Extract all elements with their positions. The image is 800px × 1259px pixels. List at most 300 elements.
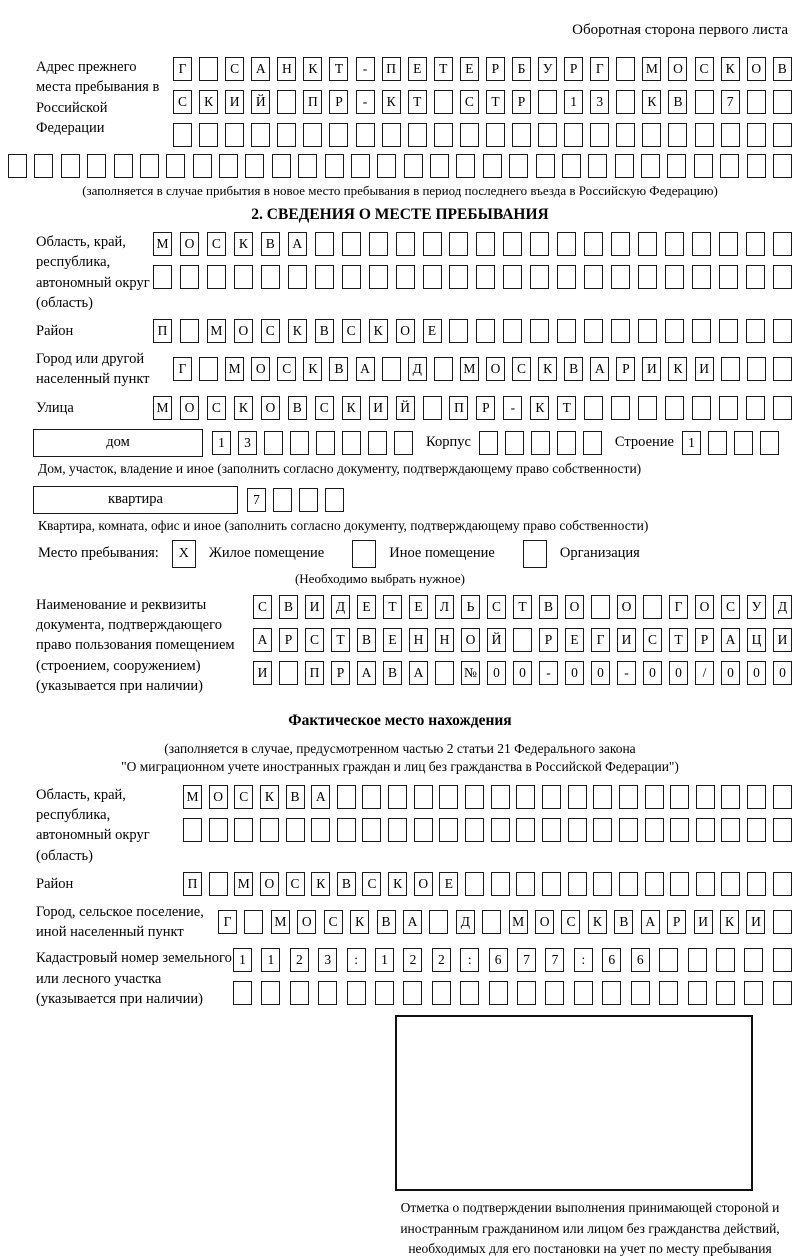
- char-box[interactable]: [746, 265, 765, 289]
- char-box[interactable]: К: [721, 57, 740, 81]
- char-box[interactable]: С: [487, 595, 506, 619]
- char-box[interactable]: [517, 981, 536, 1005]
- char-box[interactable]: [403, 981, 422, 1005]
- char-box[interactable]: 0: [487, 661, 506, 685]
- char-box[interactable]: [665, 319, 684, 343]
- char-box[interactable]: [434, 90, 453, 114]
- char-box[interactable]: [584, 232, 603, 256]
- char-box[interactable]: [396, 232, 415, 256]
- char-box[interactable]: [638, 396, 657, 420]
- char-box[interactable]: [429, 910, 448, 934]
- char-box[interactable]: [337, 785, 356, 809]
- char-box[interactable]: 7: [545, 948, 564, 972]
- char-box[interactable]: [545, 981, 564, 1005]
- char-box[interactable]: [719, 232, 738, 256]
- char-box[interactable]: [166, 154, 185, 178]
- char-box[interactable]: И: [642, 357, 661, 381]
- char-box[interactable]: 0: [669, 661, 688, 685]
- char-box[interactable]: [688, 948, 707, 972]
- char-box[interactable]: [670, 785, 689, 809]
- char-box[interactable]: [234, 265, 253, 289]
- char-box[interactable]: 1: [233, 948, 252, 972]
- char-box[interactable]: [645, 818, 664, 842]
- char-box[interactable]: [584, 319, 603, 343]
- char-box[interactable]: [489, 981, 508, 1005]
- char-box[interactable]: И: [695, 357, 714, 381]
- char-box[interactable]: В: [337, 872, 356, 896]
- char-box[interactable]: С: [315, 396, 334, 420]
- char-box[interactable]: О: [695, 595, 714, 619]
- char-box[interactable]: 2: [432, 948, 451, 972]
- char-box[interactable]: [337, 818, 356, 842]
- char-box[interactable]: Е: [408, 57, 427, 81]
- char-box[interactable]: О: [414, 872, 433, 896]
- char-box[interactable]: О: [260, 872, 279, 896]
- char-box[interactable]: [645, 785, 664, 809]
- char-box[interactable]: А: [253, 628, 272, 652]
- char-box[interactable]: В: [286, 785, 305, 809]
- char-box[interactable]: [439, 818, 458, 842]
- char-box[interactable]: [491, 785, 510, 809]
- char-box[interactable]: [773, 154, 792, 178]
- char-box[interactable]: А: [590, 357, 609, 381]
- char-box[interactable]: [773, 872, 792, 896]
- char-box[interactable]: К: [303, 57, 322, 81]
- char-box[interactable]: [311, 818, 330, 842]
- char-box[interactable]: Т: [486, 90, 505, 114]
- char-box[interactable]: [476, 319, 495, 343]
- char-box[interactable]: И: [746, 910, 765, 934]
- char-box[interactable]: Г: [591, 628, 610, 652]
- char-box[interactable]: Е: [423, 319, 442, 343]
- char-box[interactable]: [568, 785, 587, 809]
- char-box[interactable]: Ь: [461, 595, 480, 619]
- char-box[interactable]: М: [234, 872, 253, 896]
- char-box[interactable]: [251, 123, 270, 147]
- char-box[interactable]: 0: [643, 661, 662, 685]
- char-box[interactable]: -: [503, 396, 522, 420]
- char-box[interactable]: [509, 154, 528, 178]
- char-box[interactable]: М: [271, 910, 290, 934]
- char-box[interactable]: [460, 123, 479, 147]
- char-box[interactable]: /: [695, 661, 714, 685]
- char-box[interactable]: [588, 154, 607, 178]
- char-box[interactable]: У: [538, 57, 557, 81]
- char-box[interactable]: [460, 981, 479, 1005]
- char-box[interactable]: [694, 154, 713, 178]
- char-box[interactable]: [670, 818, 689, 842]
- char-box[interactable]: Г: [173, 57, 192, 81]
- char-box[interactable]: [773, 123, 792, 147]
- char-box[interactable]: [432, 981, 451, 1005]
- char-box[interactable]: [465, 785, 484, 809]
- char-box[interactable]: [642, 123, 661, 147]
- char-box[interactable]: [721, 123, 740, 147]
- char-box[interactable]: [695, 123, 714, 147]
- char-box[interactable]: [719, 319, 738, 343]
- char-box[interactable]: [34, 154, 53, 178]
- char-box[interactable]: Р: [616, 357, 635, 381]
- char-box[interactable]: [298, 154, 317, 178]
- char-box[interactable]: [329, 123, 348, 147]
- char-box[interactable]: И: [305, 595, 324, 619]
- char-box[interactable]: [747, 154, 766, 178]
- char-box[interactable]: -: [617, 661, 636, 685]
- char-box[interactable]: [61, 154, 80, 178]
- char-box[interactable]: [369, 232, 388, 256]
- char-box[interactable]: -: [356, 57, 375, 81]
- char-box[interactable]: [491, 872, 510, 896]
- char-box[interactable]: Е: [460, 57, 479, 81]
- char-box[interactable]: К: [260, 785, 279, 809]
- char-box[interactable]: [299, 488, 318, 512]
- char-box[interactable]: О: [668, 57, 687, 81]
- char-box[interactable]: [531, 431, 550, 455]
- char-box[interactable]: К: [288, 319, 307, 343]
- char-box[interactable]: [665, 396, 684, 420]
- char-box[interactable]: [199, 57, 218, 81]
- char-box[interactable]: [536, 154, 555, 178]
- char-box[interactable]: [315, 265, 334, 289]
- char-box[interactable]: [562, 154, 581, 178]
- char-box[interactable]: [286, 818, 305, 842]
- char-box[interactable]: Т: [383, 595, 402, 619]
- char-box[interactable]: [325, 154, 344, 178]
- char-box[interactable]: А: [251, 57, 270, 81]
- char-box[interactable]: [207, 265, 226, 289]
- char-box[interactable]: К: [388, 872, 407, 896]
- char-box[interactable]: [747, 90, 766, 114]
- char-box[interactable]: О: [180, 232, 199, 256]
- char-box[interactable]: [542, 818, 561, 842]
- char-box[interactable]: 0: [747, 661, 766, 685]
- char-box[interactable]: [173, 123, 192, 147]
- char-box[interactable]: Г: [218, 910, 237, 934]
- char-box[interactable]: [382, 357, 401, 381]
- char-box[interactable]: Н: [409, 628, 428, 652]
- char-box[interactable]: В: [288, 396, 307, 420]
- char-box[interactable]: К: [588, 910, 607, 934]
- char-box[interactable]: [183, 818, 202, 842]
- char-box[interactable]: М: [225, 357, 244, 381]
- char-box[interactable]: [449, 232, 468, 256]
- char-box[interactable]: Й: [396, 396, 415, 420]
- char-box[interactable]: [530, 319, 549, 343]
- char-box[interactable]: Е: [439, 872, 458, 896]
- char-box[interactable]: [388, 785, 407, 809]
- char-box[interactable]: [503, 265, 522, 289]
- char-box[interactable]: [516, 872, 535, 896]
- char-box[interactable]: [264, 431, 283, 455]
- char-box[interactable]: 1: [375, 948, 394, 972]
- char-box[interactable]: [245, 154, 264, 178]
- char-box[interactable]: [746, 232, 765, 256]
- char-box[interactable]: [665, 265, 684, 289]
- char-box[interactable]: Р: [331, 661, 350, 685]
- char-box[interactable]: [277, 90, 296, 114]
- char-box[interactable]: Т: [557, 396, 576, 420]
- char-box[interactable]: 6: [489, 948, 508, 972]
- char-box[interactable]: [721, 818, 740, 842]
- char-box[interactable]: П: [183, 872, 202, 896]
- char-box[interactable]: [356, 123, 375, 147]
- char-box[interactable]: О: [486, 357, 505, 381]
- char-box[interactable]: [773, 265, 792, 289]
- char-box[interactable]: [643, 595, 662, 619]
- char-box[interactable]: [465, 872, 484, 896]
- char-box[interactable]: 2: [403, 948, 422, 972]
- char-box[interactable]: [290, 431, 309, 455]
- char-box[interactable]: 1: [564, 90, 583, 114]
- char-box[interactable]: [696, 785, 715, 809]
- char-box[interactable]: Р: [329, 90, 348, 114]
- char-box[interactable]: С: [512, 357, 531, 381]
- char-box[interactable]: В: [329, 357, 348, 381]
- char-box[interactable]: [574, 981, 593, 1005]
- char-box[interactable]: [747, 818, 766, 842]
- char-box[interactable]: [209, 872, 228, 896]
- stay-type-checkbox-organization[interactable]: [523, 540, 547, 568]
- char-box[interactable]: [616, 123, 635, 147]
- char-box[interactable]: [773, 818, 792, 842]
- char-box[interactable]: [362, 785, 381, 809]
- char-box[interactable]: П: [449, 396, 468, 420]
- char-box[interactable]: [692, 396, 711, 420]
- char-box[interactable]: С: [460, 90, 479, 114]
- char-box[interactable]: [476, 265, 495, 289]
- char-box[interactable]: К: [303, 357, 322, 381]
- char-box[interactable]: [591, 595, 610, 619]
- char-box[interactable]: С: [721, 595, 740, 619]
- char-box[interactable]: В: [668, 90, 687, 114]
- char-box[interactable]: Р: [279, 628, 298, 652]
- char-box[interactable]: Т: [434, 57, 453, 81]
- char-box[interactable]: [513, 628, 532, 652]
- char-box[interactable]: [619, 785, 638, 809]
- char-box[interactable]: О: [251, 357, 270, 381]
- char-box[interactable]: [557, 319, 576, 343]
- char-box[interactable]: [491, 818, 510, 842]
- char-box[interactable]: 3: [590, 90, 609, 114]
- char-box[interactable]: Д: [773, 595, 792, 619]
- char-box[interactable]: С: [207, 396, 226, 420]
- char-box[interactable]: [342, 431, 361, 455]
- char-box[interactable]: С: [234, 785, 253, 809]
- char-box[interactable]: К: [350, 910, 369, 934]
- char-box[interactable]: С: [324, 910, 343, 934]
- char-box[interactable]: [721, 785, 740, 809]
- char-box[interactable]: [773, 319, 792, 343]
- char-box[interactable]: П: [382, 57, 401, 81]
- char-box[interactable]: [611, 265, 630, 289]
- char-box[interactable]: А: [641, 910, 660, 934]
- char-box[interactable]: [483, 154, 502, 178]
- char-box[interactable]: Р: [539, 628, 558, 652]
- char-box[interactable]: [667, 154, 686, 178]
- char-box[interactable]: 0: [773, 661, 792, 685]
- char-box[interactable]: [773, 910, 792, 934]
- char-box[interactable]: [557, 431, 576, 455]
- char-box[interactable]: Р: [512, 90, 531, 114]
- char-box[interactable]: У: [747, 595, 766, 619]
- char-box[interactable]: П: [303, 90, 322, 114]
- char-box[interactable]: [719, 265, 738, 289]
- char-box[interactable]: [503, 319, 522, 343]
- char-box[interactable]: [516, 785, 535, 809]
- char-box[interactable]: 3: [318, 948, 337, 972]
- char-box[interactable]: Й: [251, 90, 270, 114]
- char-box[interactable]: К: [642, 90, 661, 114]
- char-box[interactable]: [568, 872, 587, 896]
- char-box[interactable]: О: [535, 910, 554, 934]
- char-box[interactable]: 6: [631, 948, 650, 972]
- char-box[interactable]: [773, 948, 792, 972]
- char-box[interactable]: [670, 872, 689, 896]
- char-box[interactable]: [479, 431, 498, 455]
- char-box[interactable]: -: [356, 90, 375, 114]
- char-box[interactable]: О: [747, 57, 766, 81]
- char-box[interactable]: [659, 948, 678, 972]
- char-box[interactable]: [773, 90, 792, 114]
- char-box[interactable]: [180, 319, 199, 343]
- char-box[interactable]: К: [234, 396, 253, 420]
- char-box[interactable]: 7: [721, 90, 740, 114]
- char-box[interactable]: [665, 232, 684, 256]
- char-box[interactable]: [233, 981, 252, 1005]
- char-box[interactable]: [342, 232, 361, 256]
- char-box[interactable]: А: [403, 910, 422, 934]
- char-box[interactable]: [616, 90, 635, 114]
- char-box[interactable]: [773, 981, 792, 1005]
- char-box[interactable]: 0: [565, 661, 584, 685]
- char-box[interactable]: [414, 818, 433, 842]
- char-box[interactable]: В: [564, 357, 583, 381]
- char-box[interactable]: О: [297, 910, 316, 934]
- char-box[interactable]: [193, 154, 212, 178]
- char-box[interactable]: [747, 872, 766, 896]
- char-box[interactable]: [692, 319, 711, 343]
- char-box[interactable]: [303, 123, 322, 147]
- char-box[interactable]: [375, 981, 394, 1005]
- char-box[interactable]: [716, 981, 735, 1005]
- char-box[interactable]: [557, 265, 576, 289]
- char-box[interactable]: М: [207, 319, 226, 343]
- char-box[interactable]: [584, 396, 603, 420]
- char-box[interactable]: М: [153, 232, 172, 256]
- char-box[interactable]: И: [694, 910, 713, 934]
- char-box[interactable]: [382, 123, 401, 147]
- char-box[interactable]: В: [377, 910, 396, 934]
- char-box[interactable]: В: [279, 595, 298, 619]
- char-box[interactable]: Д: [456, 910, 475, 934]
- char-box[interactable]: Д: [331, 595, 350, 619]
- char-box[interactable]: [747, 123, 766, 147]
- char-box[interactable]: [746, 396, 765, 420]
- char-box[interactable]: Г: [669, 595, 688, 619]
- char-box[interactable]: [568, 818, 587, 842]
- char-box[interactable]: М: [183, 785, 202, 809]
- char-box[interactable]: С: [277, 357, 296, 381]
- char-box[interactable]: [638, 232, 657, 256]
- char-box[interactable]: А: [288, 232, 307, 256]
- char-box[interactable]: Р: [667, 910, 686, 934]
- char-box[interactable]: [199, 123, 218, 147]
- char-box[interactable]: [720, 154, 739, 178]
- char-box[interactable]: [261, 265, 280, 289]
- char-box[interactable]: [708, 431, 727, 455]
- char-box[interactable]: [225, 123, 244, 147]
- char-box[interactable]: :: [460, 948, 479, 972]
- char-box[interactable]: [316, 431, 335, 455]
- char-box[interactable]: [408, 123, 427, 147]
- char-box[interactable]: А: [356, 357, 375, 381]
- char-box[interactable]: К: [538, 357, 557, 381]
- char-box[interactable]: [619, 872, 638, 896]
- char-box[interactable]: [404, 154, 423, 178]
- char-box[interactable]: [611, 396, 630, 420]
- char-box[interactable]: [423, 396, 442, 420]
- char-box[interactable]: :: [574, 948, 593, 972]
- char-box[interactable]: [368, 431, 387, 455]
- char-box[interactable]: Н: [277, 57, 296, 81]
- char-box[interactable]: К: [311, 872, 330, 896]
- char-box[interactable]: Р: [564, 57, 583, 81]
- char-box[interactable]: [584, 265, 603, 289]
- char-box[interactable]: И: [225, 90, 244, 114]
- char-box[interactable]: О: [461, 628, 480, 652]
- char-box[interactable]: [616, 57, 635, 81]
- char-box[interactable]: 7: [247, 488, 266, 512]
- char-box[interactable]: [530, 265, 549, 289]
- char-box[interactable]: Р: [695, 628, 714, 652]
- char-box[interactable]: Е: [357, 595, 376, 619]
- char-box[interactable]: [641, 154, 660, 178]
- char-box[interactable]: Р: [476, 396, 495, 420]
- char-box[interactable]: [277, 123, 296, 147]
- char-box[interactable]: [396, 265, 415, 289]
- char-box[interactable]: [8, 154, 27, 178]
- char-box[interactable]: [542, 785, 561, 809]
- char-box[interactable]: [219, 154, 238, 178]
- char-box[interactable]: Т: [513, 595, 532, 619]
- char-box[interactable]: Д: [408, 357, 427, 381]
- char-box[interactable]: [631, 981, 650, 1005]
- char-box[interactable]: [388, 818, 407, 842]
- char-box[interactable]: Т: [408, 90, 427, 114]
- char-box[interactable]: [602, 981, 621, 1005]
- char-box[interactable]: С: [253, 595, 272, 619]
- char-box[interactable]: [696, 872, 715, 896]
- char-box[interactable]: С: [225, 57, 244, 81]
- char-box[interactable]: [542, 872, 561, 896]
- char-box[interactable]: Н: [435, 628, 454, 652]
- char-box[interactable]: [512, 123, 531, 147]
- char-box[interactable]: :: [347, 948, 366, 972]
- char-box[interactable]: М: [642, 57, 661, 81]
- char-box[interactable]: [318, 981, 337, 1005]
- char-box[interactable]: О: [396, 319, 415, 343]
- char-box[interactable]: [557, 232, 576, 256]
- char-box[interactable]: [638, 319, 657, 343]
- char-box[interactable]: [744, 948, 763, 972]
- char-box[interactable]: [747, 785, 766, 809]
- char-box[interactable]: О: [261, 396, 280, 420]
- char-box[interactable]: [456, 154, 475, 178]
- char-box[interactable]: О: [565, 595, 584, 619]
- char-box[interactable]: [486, 123, 505, 147]
- char-box[interactable]: [721, 872, 740, 896]
- char-box[interactable]: И: [369, 396, 388, 420]
